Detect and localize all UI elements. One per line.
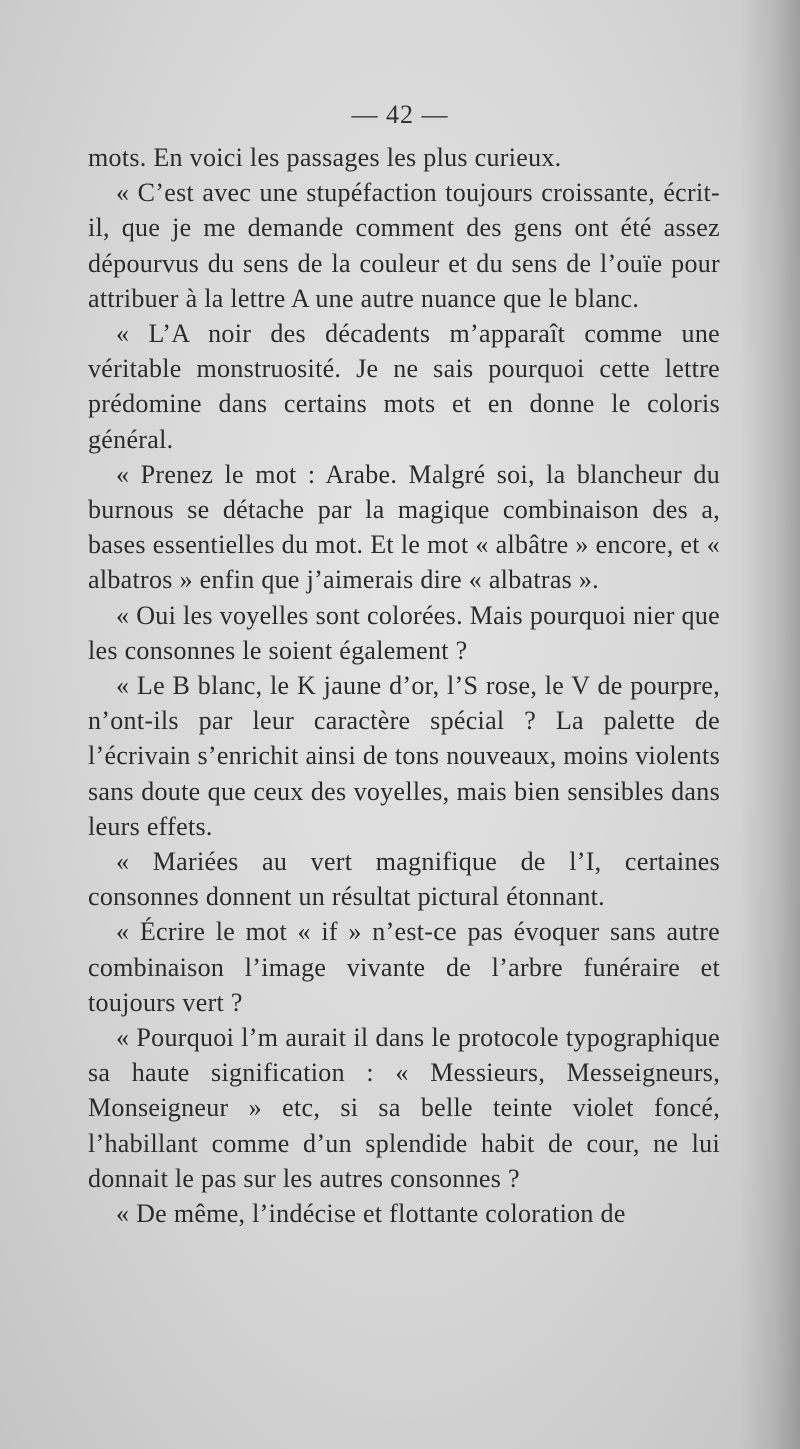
page-number: — 42 — (351, 100, 449, 129)
paragraph-4: « Prenez le mot : Arabe. Malgré soi, la blancheur du burnous se détache par la magique combinaison des a, bases essentielles du mot. Et le mot « albâtre » encore, et « albatros » enfin que j’aimerais dire « albatras ». (88, 459, 720, 595)
paragraph-8: « Écrire le mot « if » n’est-ce pas évoquer sans autre combinaison l’image vivante de l’arbre funéraire et toujours vert ? (88, 917, 720, 1017)
paragraph-3: « L’A noir des décadents m’apparaît comme une véritable monstruosité. Je ne sais pourquoi cette lettre prédomine dans certains mots et en donne le coloris général. (88, 319, 720, 454)
paragraph-5: « Oui les voyelles sont colorées. Mais pourquoi nier que les consonnes le soient également ? (88, 600, 720, 665)
paragraph-2: « C’est avec une stupéfaction toujours croissante, écrit-il, que je me demande comment des gens ont été assez dépourvus du sens de la couleur et du sens de l’ouïe pour attribuer à la lettre A une autre nuance que le blanc. (88, 178, 720, 313)
page-edge-shadow (740, 0, 800, 1449)
paragraph-9: « Pourquoi l’m aurait il dans le protocole typographique sa haute signification : « Messieurs, Messeigneurs, Monseigneur » etc, si sa belle teinte violet foncé, l’habillant comme d’un splendide habit de cour, ne lui donnait le pas sur les autres consonnes ? (88, 1023, 720, 1193)
paragraph-6: « Le B blanc, le K jaune d’or, l’S rose, le V de pourpre, n’ont-ils par leur caractère spécial ? La palette de l’écrivain s’enrichit ainsi de tons nouveaux, moins violents sans doute que ceux des voyelles, mais bien sensibles dans leurs effets. (88, 671, 720, 841)
paragraph-7: « Mariées au vert magnifique de l’I, certaines consonnes donnent un résultat pictural étonnant. (88, 847, 720, 912)
paragraph-1: mots. En voici les passages les plus curieux. (88, 143, 562, 172)
text-body (88, 140, 720, 1231)
paragraph-10: « De même, l’indécise et flottante coloration de (116, 1199, 626, 1229)
